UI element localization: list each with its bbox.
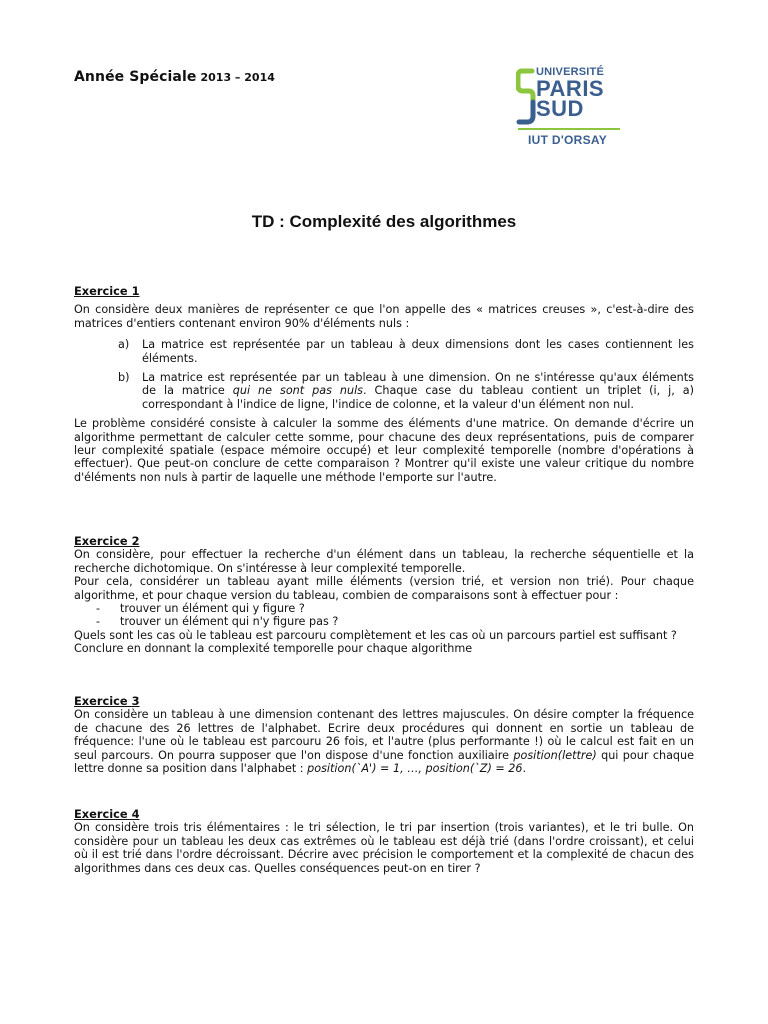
list-item — [74, 602, 694, 615]
exercise-paragraph: On considère, pour effectuer la recherche d'un élément dans un tableau, la recherche séquentielle et la recherche dichotomique. On s'intéresse à leur complexité temporelle. — [74, 548, 694, 575]
list-item-text: trouver un élément qui y figure ? — [120, 602, 305, 616]
list-item-text: La matrice est représentée par un tableau à une dimension. On ne s'intéresse qu'aux éléments de la matrice — [142, 371, 694, 398]
list-marker: b) — [118, 371, 130, 385]
year-header — [74, 66, 275, 85]
year-label: Année Spéciale — [74, 69, 197, 85]
list-marker: - — [96, 615, 101, 629]
exercise-heading: Exercice 3 — [74, 694, 140, 708]
logo-iut-orsay: IUT D'ORSAY — [528, 133, 608, 147]
list-item-text: La matrice est représentée par un tableau à deux dimensions dont les cases contiennent les éléments. — [142, 338, 694, 365]
list-item-text: . Chaque case du tableau contient un triplet (i, j, a) correspondant à l'indice de ligne, l'indice de colonne, et la valeur d'un élément non nul. — [142, 384, 694, 411]
list-marker: a) — [118, 338, 130, 352]
exercise-intro: On considère deux manières de représenter ce que l'on appelle des « matrices creuses », c'est-à-dire des matrices d'entiers contenant environ 90% d'éléments nuls : — [74, 303, 694, 330]
logo-divider — [518, 128, 620, 130]
paragraph-text: . — [522, 762, 527, 776]
logo-universite: UNIVERSITÉ — [536, 66, 605, 78]
function-name: position(lettre) — [513, 748, 597, 762]
exercise-paragraph — [74, 708, 694, 775]
document-title: TD : Complexité des algorithmes — [251, 212, 517, 231]
exercise-heading: Exercice 2 — [74, 534, 140, 548]
question-list — [74, 602, 694, 629]
year-range: 2013 – 2014 — [200, 71, 275, 84]
exercise-2 — [74, 535, 694, 656]
paragraph-text: On considère un tableau à une dimension contenant des lettres majuscules. On désire compter la fréquence de chacune des 26 lettres de l'alphabet. Ecrire deux procédures qui donnent en sortie un tableau de fréquence: l'une où le tableau est parcouru 26 fois, et l'autre (plus performante !) où le calcul est fait en un seul parcours. On pourra supposer que l'on dispose d'une fonction auxiliaire — [74, 708, 694, 762]
exercise-paragraph: Conclure en donnant la complexité temporelle pour chaque algorithme — [74, 642, 473, 656]
list-marker: - — [96, 602, 101, 616]
function-example: position(`A') = 1, …, position(`Z) = 26 — [307, 762, 523, 776]
paragraph-text: qui pour chaque lettre donne sa position dans l'alphabet : — [74, 748, 695, 776]
emphasis-text: qui ne sont pas nuls — [232, 384, 364, 398]
option-list — [74, 338, 694, 411]
university-logo — [516, 66, 626, 156]
list-item-text: trouver un élément qui n'y figure pas ? — [120, 615, 339, 629]
exercise-heading: Exercice 4 — [74, 807, 140, 821]
exercise-paragraph: On considère trois tris élémentaires : le tri sélection, le tri par insertion (trois variantes), et le tri bulle. On considère pour un tableau les deux cas extrêmes où le tableau est déjà trié (dans l'ordre croissant), et celui où il est trié dans l'ordre décroissant. Décrire avec précision le comportement et la complexité de chacun des algorithmes dans ces deux cas. Quelles conséquences peut-on en tirer ? — [74, 821, 694, 875]
exercise-paragraph: Quels sont les cas où le tableau est parcouru complètement et les cas où un parcours partiel est suffisant ? — [74, 628, 677, 642]
exercise-body: Le problème considéré consiste à calculer la somme des éléments d'une matrice. On demande d'écrire un algorithme permettant de calculer cette somme, pour chacune des deux représentations, puis de comparer leur complexité spatiale (espace mémoire occupé) et leur complexité temporelle (nombre d'opérations à effectuer). Que peut-on conclure de cette comparaison ? Montrer qu'il existe une valeur critique du nombre d'éléments non nuls à partir de laquelle une méthode l'emporte sur l'autre. — [74, 417, 694, 484]
exercise-paragraph: Pour cela, considérer un tableau ayant mille éléments (version trié, et version non trié). Pour chaque algorithme, et pour chaque version du tableau, combien de comparaisons sont à effectuer pour : — [74, 575, 694, 602]
list-item — [74, 338, 694, 365]
logo-sud: SUD — [536, 96, 584, 121]
exercise-3 — [74, 695, 694, 775]
exercise-1 — [74, 285, 694, 484]
exercise-heading: Exercice 1 — [74, 284, 140, 298]
list-item — [74, 615, 694, 628]
list-item — [74, 371, 694, 411]
logo-paris: PARIS — [536, 76, 605, 101]
logo-s-mark-icon — [516, 68, 536, 126]
exercise-4 — [74, 808, 694, 875]
